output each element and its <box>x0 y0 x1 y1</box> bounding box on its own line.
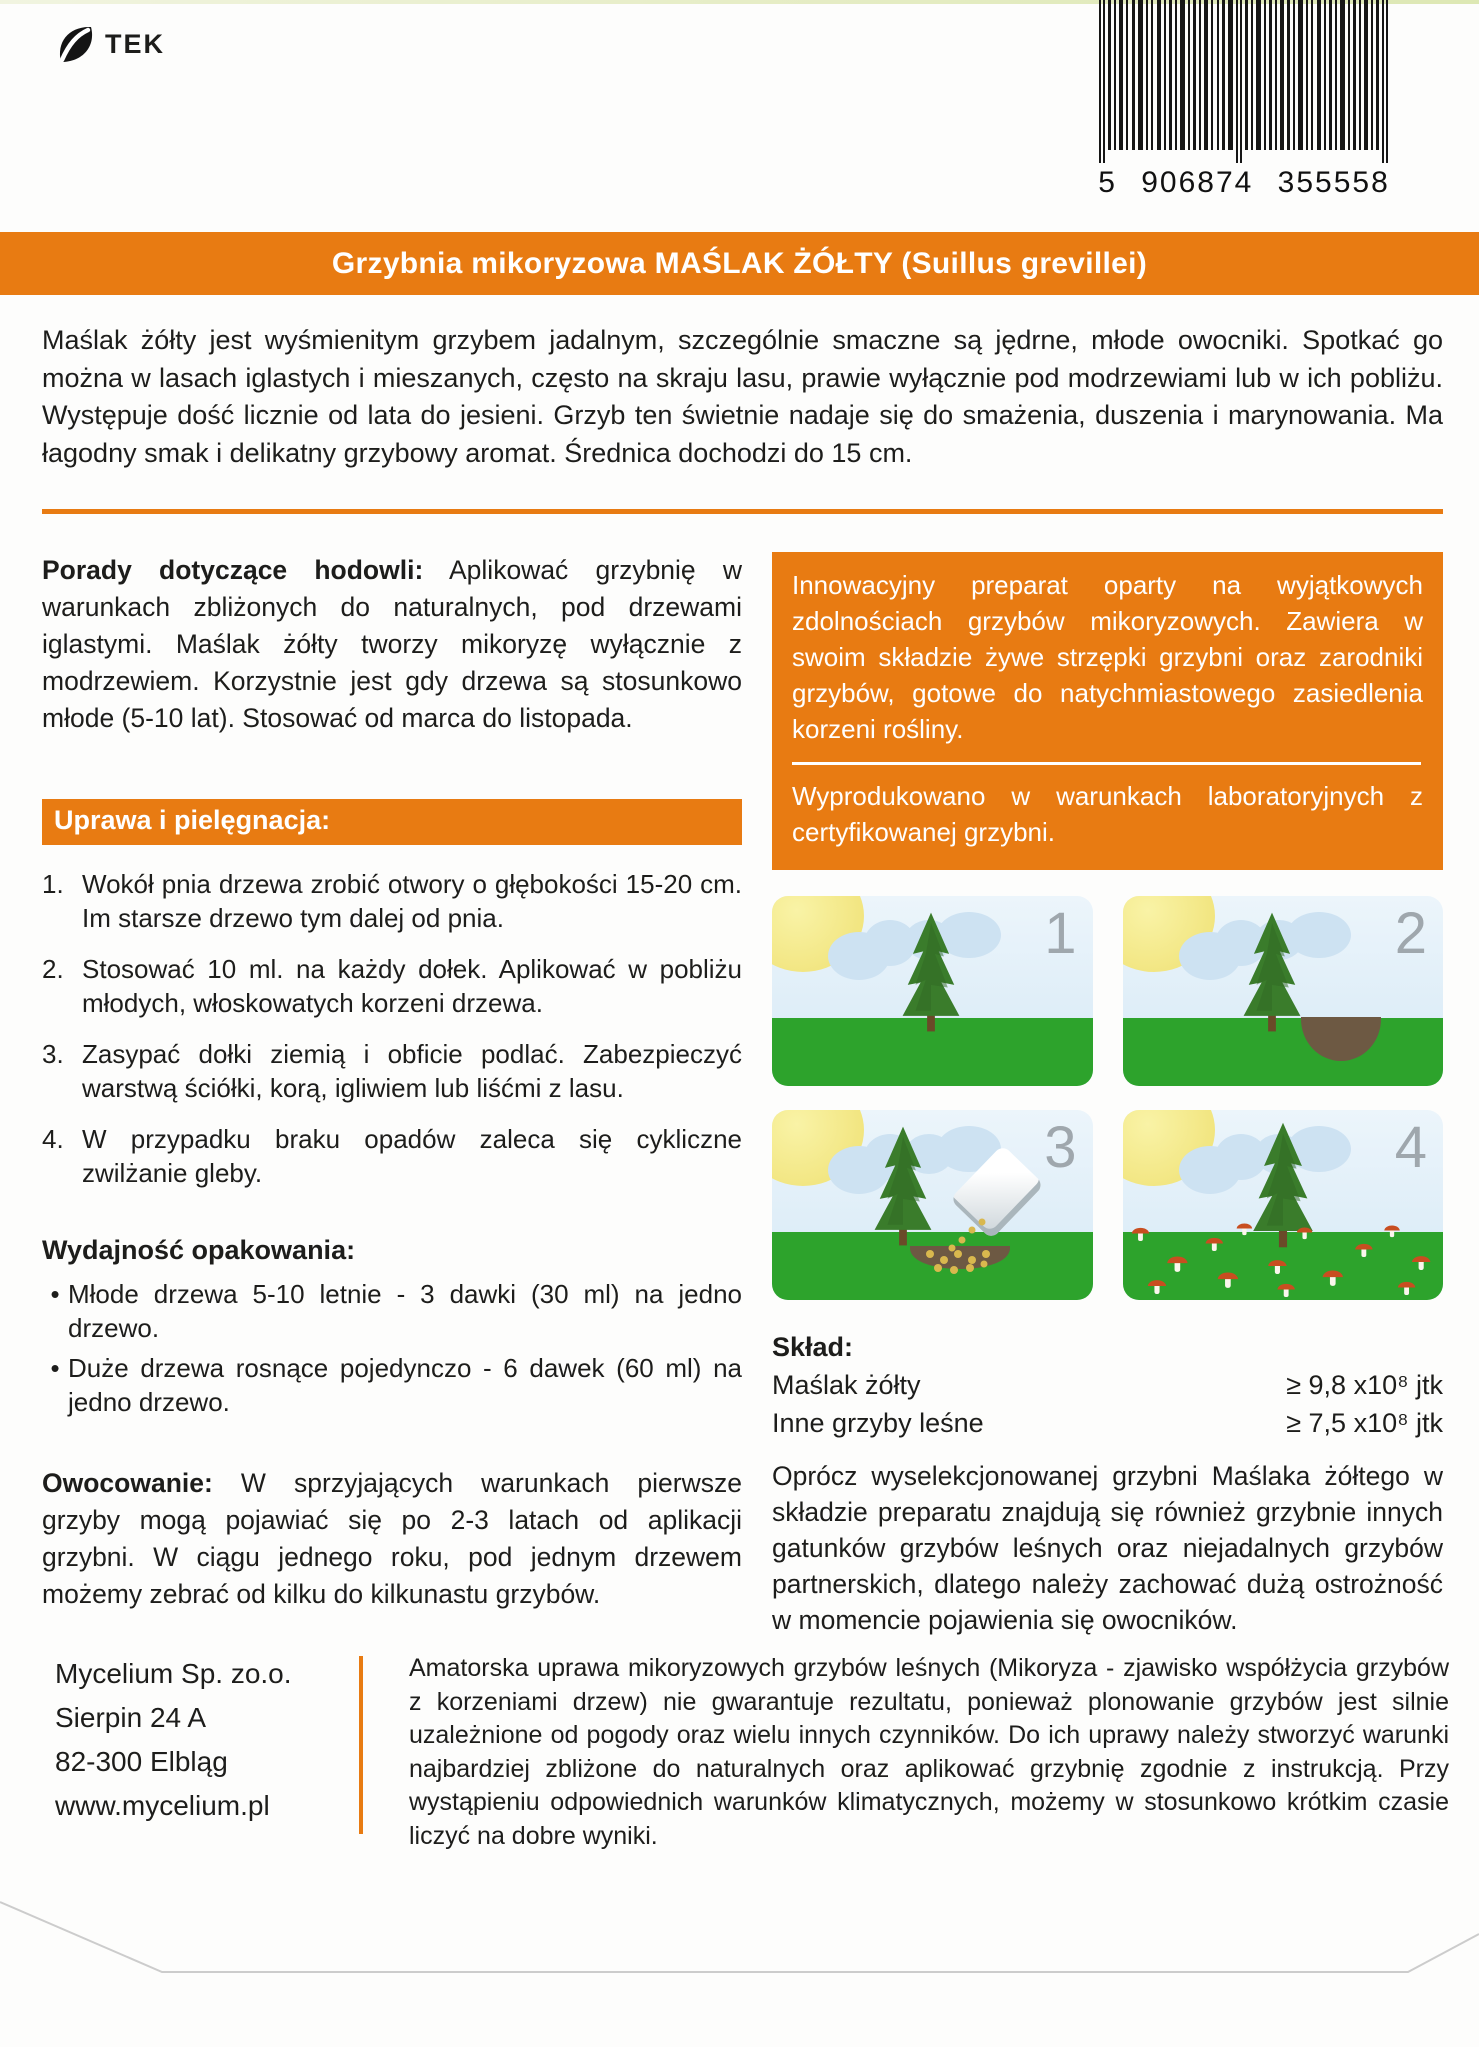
care-step <box>42 1122 742 1190</box>
care-steps-list <box>42 867 742 1190</box>
step-number: 1. <box>42 869 64 899</box>
tree-icon <box>892 910 970 1034</box>
step-number: 4. <box>42 1124 64 1154</box>
barcode <box>1076 0 1412 200</box>
two-column-body <box>42 552 1443 1638</box>
advice-label: Porady dotyczące hodowli: <box>42 555 424 585</box>
yield-bullet <box>42 1351 742 1419</box>
care-step <box>42 952 742 1020</box>
cloud-icon <box>828 932 890 980</box>
step-number: 2. <box>42 954 64 984</box>
packet-flap-outline <box>0 1888 1479 2047</box>
composition-value: ≥ 9,8 x10⁸ jtk <box>1286 1370 1443 1400</box>
care-section-banner: Uprawa i pielęgnacja: <box>42 799 742 845</box>
yield-bullets <box>42 1277 742 1419</box>
fruiting-paragraph <box>42 1465 742 1613</box>
footer-divider <box>359 1656 363 1834</box>
instruction-panel-1 <box>772 896 1093 1086</box>
address-line: 82-300 Elbląg <box>55 1746 228 1777</box>
intro-paragraph: Maślak żółty jest wyśmienitym grzybem jadalnym, szczególnie smaczne są jędrne, młode owocniki. Spotkać go można w lasach iglastych i mieszanych, często na skraju lasu, prawie wyłącznie pod modrzewiami lub w ich pobliżu. Występuje dość licznie od lata do jesieni. Grzyb ten świetnie nadaje się do smażenia, duszenia i marynowania. Ma łagodny smak i delikatny grzybowy aromat. Średnica dochodzi do 15 cm. <box>42 325 1443 468</box>
step-number: 3. <box>42 1039 64 1069</box>
advice-text: Aplikować grzybnię w warunkach zbliżonych do naturalnych, pod drzewami iglastymi. Maślak żółty tworzy mikoryzę wyłącznie z modrzewiem. Korzystnie jest gdy drzewa są stosunkowo młode (5-10 lat). Stosować od marca do listopada. <box>42 555 742 733</box>
yield-bullet <box>42 1277 742 1345</box>
composition-note: Oprócz wyselekcjonowanej grzybni Maślaka żółtego w składzie preparatu znajdują się również grzybnie innych gatunków grzybów leśnych oraz niejadalnych grzybów partnerskich, dlatego należy zachować dużą ostrożność w momencie pojawienia się owocników. <box>772 1461 1443 1635</box>
address-line: Sierpin 24 A <box>55 1702 206 1733</box>
advice-paragraph <box>42 552 742 737</box>
yield-heading: Wydajność opakowania: <box>42 1235 356 1265</box>
composition-name: Inne grzyby leśne <box>772 1408 984 1438</box>
info-box-paragraph-2: Wyprodukowano w warunkach laboratoryjnych z certyfikowanej grzybni. <box>792 781 1423 847</box>
barcode-number: 5 906874 355558 <box>1098 166 1390 199</box>
yield-bullet-text: • Młode drzewa 5-10 letnie - 3 dawki (30 ml) na jedno drzewo. <box>68 1279 742 1343</box>
granules <box>900 1210 1020 1290</box>
step-text: W przypadku braku opadów zaleca się cykliczne zwilżanie gleby. <box>82 1124 742 1188</box>
composition-value: ≥ 7,5 x10⁸ jtk <box>1286 1408 1443 1438</box>
mushrooms <box>1123 1214 1444 1300</box>
barcode-bars <box>1094 0 1394 166</box>
instruction-panels <box>772 896 1443 1300</box>
panel-number: 2 <box>1394 901 1427 966</box>
product-title-bar <box>0 232 1479 295</box>
right-column <box>772 552 1443 1638</box>
step-text: Wokół pnia drzewa zrobić otwory o głębokości 15-20 cm. Im starsze drzewo tym dalej od pnia. <box>82 869 742 933</box>
info-box-paragraph-1: Innowacyjny preparat oparty na wyjątkowych zdolnościach grzybów mikoryzowych. Zawiera w swoim składzie żywe strzępki grzybni oraz zarodniki grzybów, gotowe do natychmiastowego zasiedlenia korzeni rośliny. <box>792 570 1423 744</box>
cloud-icon <box>1179 1146 1241 1194</box>
tree-icon <box>1233 910 1311 1034</box>
composition-name: Maślak żółty <box>772 1370 921 1400</box>
address-line: Mycelium Sp. zo.o. <box>55 1658 292 1689</box>
manufacturer-address <box>55 1652 317 1828</box>
footer <box>55 1652 1449 1853</box>
yield-bullet-text: • Duże drzewa rosnące pojedynczo - 6 dawek (60 ml) na jedno drzewo. <box>68 1353 742 1417</box>
info-box <box>772 552 1443 870</box>
composition-row <box>772 1366 1443 1404</box>
section-divider <box>42 509 1443 514</box>
footer-disclaimer: Amatorska uprawa mikoryzowych grzybów leśnych (Mikoryza - zjawisko współżycia grzybów z korzeniami drzew) nie gwarantuje rezultatu, ponieważ plonowanie grzybów jest silnie uzależnione od pogody oraz wielu innych czynników. Do ich uprawy należy stworzyć warunki najbardziej zbliżone do naturalnych oraz aplikować grzybnię zgodnie z instrukcją. Przy wystąpieniu odpowiednich warunków klimatycznych, możemy w stosunkowo krótkim czasie liczyć na dobre wyniki. <box>409 1654 1449 1850</box>
composition-row <box>772 1404 1443 1442</box>
leaf-icon <box>55 22 97 66</box>
panel-number: 3 <box>1044 1115 1077 1180</box>
product-title: Grzybnia mikoryzowa MAŚLAK ŻÓŁTY (Suillus grevillei) <box>331 246 1148 280</box>
instruction-panel-4 <box>1123 1110 1444 1300</box>
address-line-website: www.mycelium.pl <box>55 1790 270 1821</box>
instruction-panel-2 <box>1123 896 1444 1086</box>
brand-logo-text: TEK <box>105 28 165 59</box>
care-step <box>42 867 742 935</box>
panel-number: 1 <box>1044 901 1077 966</box>
composition-section <box>772 1328 1443 1638</box>
care-step <box>42 1037 742 1105</box>
fruiting-text: W sprzyjających warunkach pierwsze grzyby mogą pojawiać się po 2-3 latach od aplikacji grzybni. W ciągu jednego roku, pod jednym drzewem możemy zebrać od kilku do kilkunastu grzybów. <box>42 1468 742 1609</box>
panel-number: 4 <box>1394 1115 1427 1180</box>
info-box-divider <box>792 762 1421 765</box>
cloud-icon <box>1179 932 1241 980</box>
step-text: Stosować 10 ml. na każdy dołek. Aplikować w pobliżu młodych, włoskowatych korzeni drzewa. <box>82 954 742 1018</box>
left-column <box>42 552 742 1638</box>
composition-heading: Skład: <box>772 1332 854 1362</box>
instruction-panel-3 <box>772 1110 1093 1300</box>
brand-logo <box>55 22 165 66</box>
fruiting-label: Owocowanie: <box>42 1468 213 1498</box>
step-text: Zasypać dołki ziemią i obficie podlać. Zabezpieczyć warstwą ściółki, korą, igliwiem lub liśćmi z lasu. <box>82 1039 742 1103</box>
